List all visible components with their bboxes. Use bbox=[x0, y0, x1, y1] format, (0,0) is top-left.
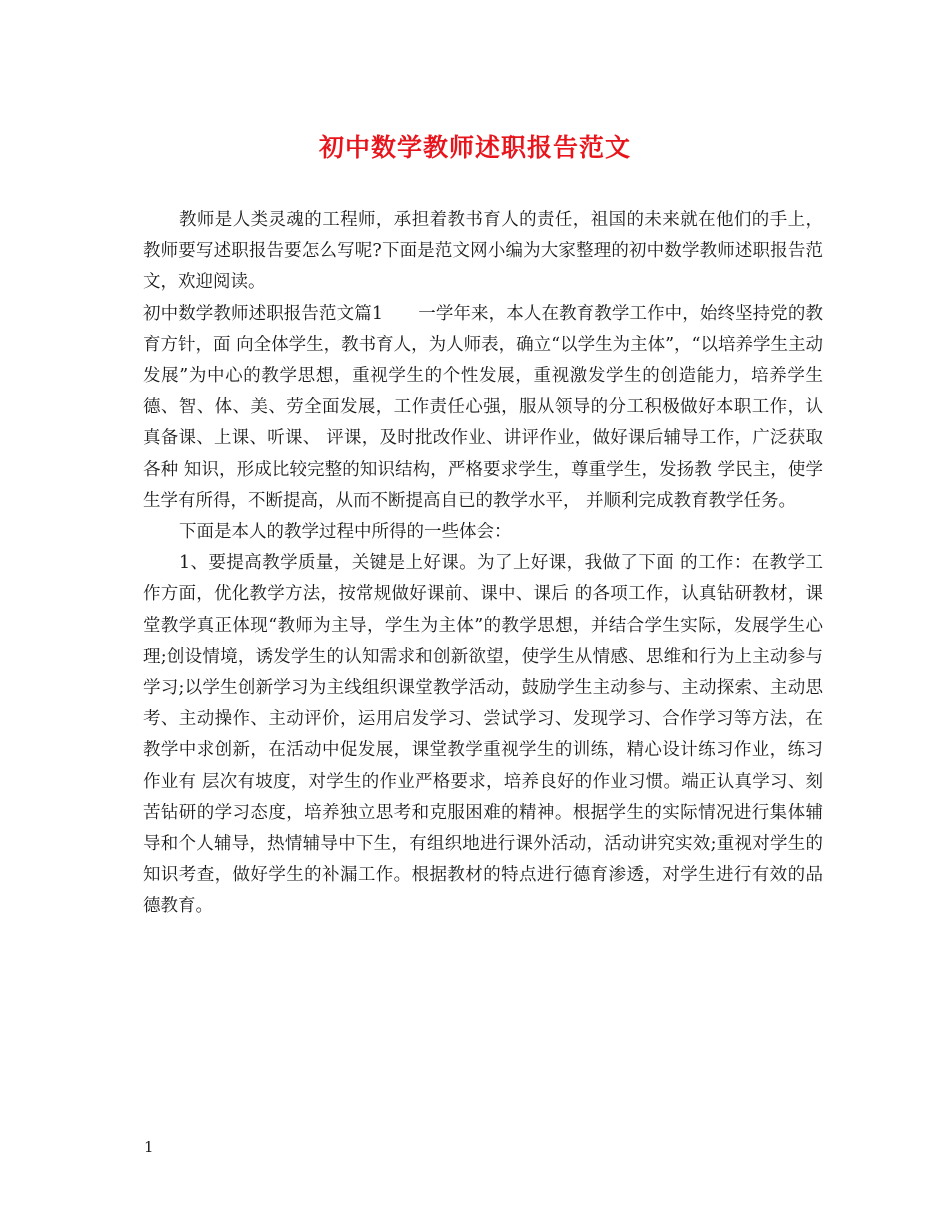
page-number: 1 bbox=[144, 1138, 154, 1156]
experience-intro-paragraph: 下面是本人的教学过程中所得的一些体会： bbox=[179, 522, 512, 543]
document-body bbox=[143, 205, 823, 923]
page-title: 初中数学教师述职报告范文 bbox=[318, 133, 631, 162]
point-1-paragraph: 1、要提高教学质量，关键是上好课。为了上好课，我做了下面 的工作：在教学工作方面，优化教学方法，按常规做好课前、课中、课后 的各项工作，认真钻研教材，课堂教学真正体现“教师为主导，学生为主体”的教学思想，并结合学生实际，发展学生心理;创设情境，诱发学生的认知需求和创新欲望，使学生从情感、思维和行为上主动参与学习;以学生创新学习为主线组织课堂教学活动，鼓励学生主动参与、主动探索、主动思考、主动操作、主动评价，运用启发学习、尝试学习、发现学习、合作学习等方法，在教学中求创新，在活动中促发展，课堂教学重视学生的训练，精心设计练习作业，练习作业有 层次有坡度，对学生的作业严格要求，培养良好的作业习惯。端正认真学习、刻苦钻研的学习态度，培养独立思考和克服困难的精神。根据学生的实际情况进行集体辅导和个人辅导，热情辅导中下生，有组织地进行课外活动，活动讲究实效;重视对学生的知识考查，做好学生的补漏工作。根据教材的特点进行德育渗透，对学生进行有效的品德教育。 bbox=[143, 553, 823, 917]
section-paragraph: 初中数学教师述职报告范文篇1 一学年来，本人在教育教学工作中，始终坚持党的教育方针，面 向全体学生，教书育人，为人师表，确立“以学生为主体”，“以培养学生主动发展”为中心的教学思想，重视学生的个性发展，重视激发学生的创造能力，培养学生德、智、体、美、劳全面发展，工作责任心强，服从领导的分工积极做好本职工作，认真备课、上课、听课、 评课，及时批改作业、讲评作业，做好课后辅导工作，广泛获取各种 知识，形成比较完整的知识结构，严格要求学生，尊重学生，发扬教 学民主，使学生学有所得，不断提高，从而不断提高自已的教学水平， 并顺利完成教育教学任务。 bbox=[143, 303, 823, 511]
intro-paragraph: 教师是人类灵魂的工程师，承担着教书育人的责任，祖国的未来就在他们的手上，教师要写述职报告要怎么写呢?下面是范文网小编为大家整理的初中数学教师述职报告范文，欢迎阅读。 bbox=[143, 210, 823, 293]
